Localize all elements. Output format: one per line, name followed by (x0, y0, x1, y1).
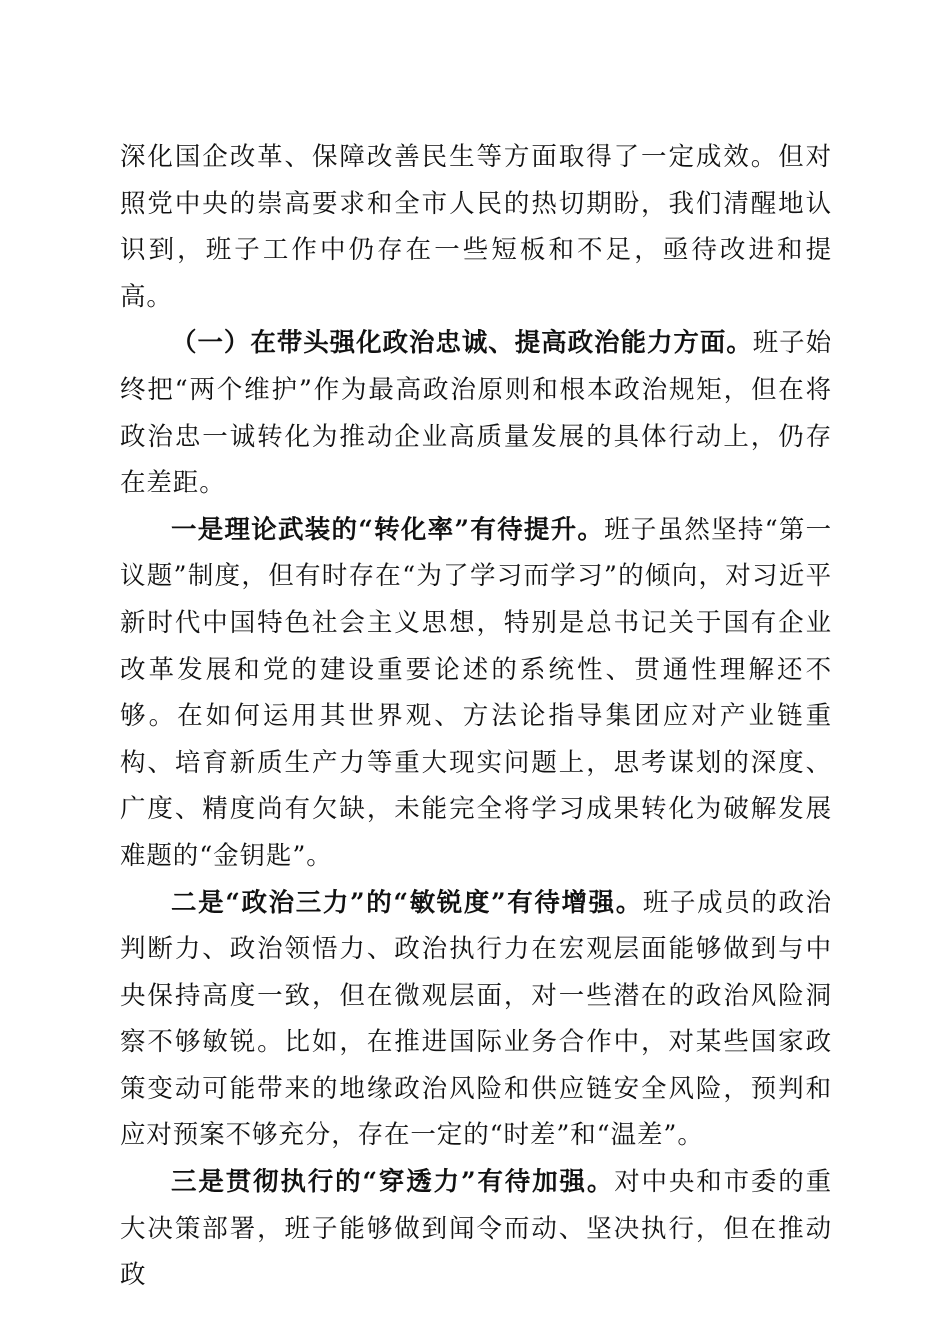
paragraph-section-1 (120, 320, 832, 506)
paragraph-lead: 一是理论武装的“转化率”有待提升。 (171, 514, 605, 545)
paragraph-text: 对中央和市委的重大决策部署，班子能够做到闻令而动、坚决执行，但在推动政 (120, 1167, 832, 1291)
paragraph-point-1 (120, 507, 832, 880)
paragraph-text: 深化国企改革、保障改善民生等方面取得了一定成效。但对照党中央的崇高要求和全市人民的热切期盼，我们清醒地认识到，班子工作中仍存在一些短板和不足，亟待改进和提高。 (120, 142, 832, 312)
paragraph-text: 班子成员的政治判断力、政治领悟力、政治执行力在宏观层面能够做到与中央保持高度一致，但在微观层面，对一些潜在的政治风险洞察不够敏锐。比如，在推进国际业务合作中，对某些国家政策变动可能带来的地缘政治风险和供应链安全风险，预判和应对预案不够充分，存在一定的“时差”和“温差”。 (120, 887, 832, 1151)
paragraph-text: 班子始终把“两个维护”作为最高政治原则和根本政治规矩，但在将政治忠一诚转化为推动企业高质量发展的具体行动上，仍存在差距。 (120, 328, 833, 499)
paragraph-intro (120, 134, 832, 320)
paragraph-point-2 (120, 880, 832, 1160)
paragraph-lead: （一）在带头强化政治忠诚、提高政治能力方面。 (171, 328, 753, 359)
paragraph-lead: 三是贯彻执行的“穿透力”有待加强。 (171, 1167, 615, 1198)
paragraph-lead: 二是“政治三力”的“敏锐度”有待增强。 (171, 887, 643, 918)
paragraph-text: 班子虽然坚持“第一议题”制度，但有时存在“为了学习而学习”的倾向，对习近平新时代中国特色社会主义思想，特别是总书记关于国有企业改革发展和党的建设重要论述的系统性、贯通性理解还不够。在如何运用其世界观、方法论指导集团应对产业链重构、培育新质生产力等重大现实问题上，思考谋划的深度、广度、精度尚有欠缺，未能完全将学习成果转化为破解发展难题的“金钥匙”。 (120, 514, 833, 871)
document-body (120, 134, 832, 1299)
paragraph-point-3 (120, 1159, 832, 1299)
